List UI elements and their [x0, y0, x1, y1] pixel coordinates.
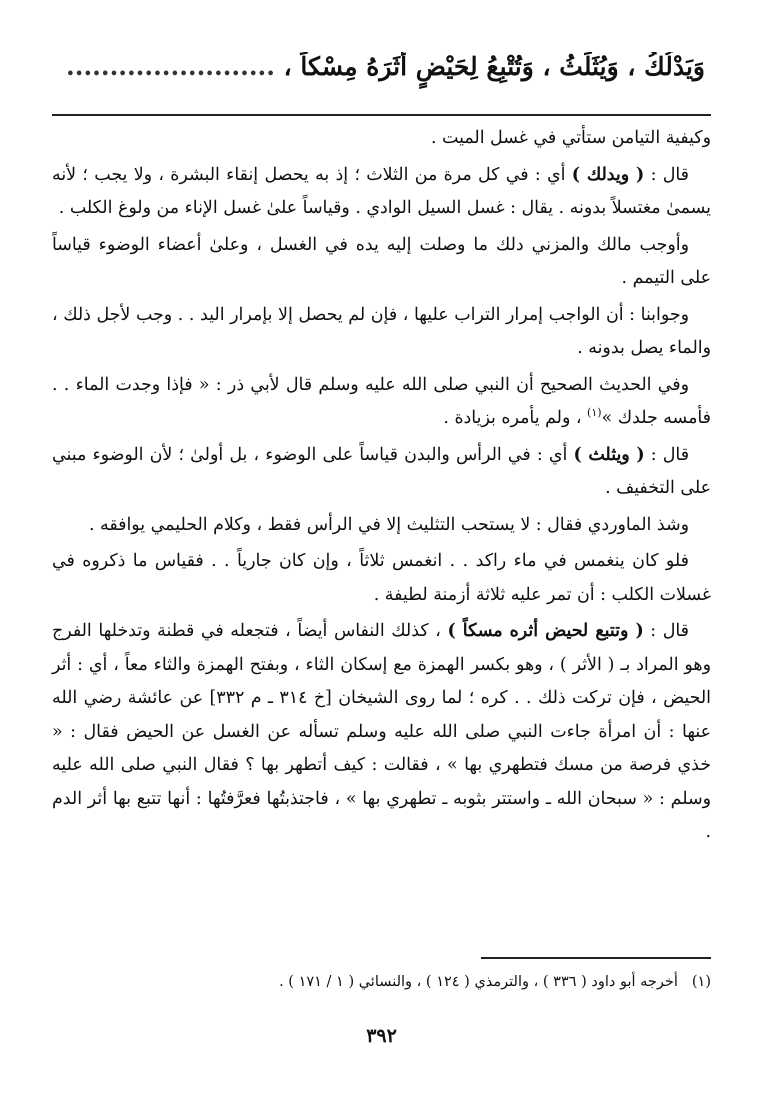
paragraph-text: أي : في كل مرة من الثلاث ؛ إذ به يحصل إنقاء البشرة ، ولا يجب ؛ لأنه يسمىٰ مغتسلاً بدونه . يقال : غسل السيل الوادي . وقياساً علىٰ غسل الإناء من ولوغ الكلب .: [52, 164, 711, 218]
paragraph: [52, 159, 711, 226]
header-rule: [52, 114, 711, 116]
paragraph: [52, 369, 711, 436]
paragraph-text: ، كذلك النفاس أيضاً ، فتجعله في قطنة وتدخلها الفرج وهو المراد بـ ( الأثر ) ، وهو بكسر الهمزة مع إسكان الثاء ، وبفتح الهمزة والثاء معاً ، أي : أثر الحيض ، فإن تركت ذلك . . كره ؛ لما روى الشيخان [خ ٣١٤ ـ م ٣٣٢] عن عائشة رضي الله عنها : أن امرأة جاءت النبي صلى الله عليه وسلم تسأله عن الغسل عن الحيض فقال : « خذي فرصة من مسك فتطهري بها » ، فقالت : كيف أتطهر بها ؟ فقال النبي صلى الله عليه وسلم : « سبحان الله ـ واستتر بثوبه ـ تطهري بها » ، فاجتذبتُها فعرَّفتُها : أنها تتبع بها أثر الدم .: [52, 621, 711, 842]
paragraph: [52, 439, 711, 506]
footnote-ref: (١): [587, 406, 602, 420]
paragraph-prefix: قال :: [643, 621, 689, 641]
paragraph: [52, 122, 711, 156]
footnote-rule: [481, 957, 711, 959]
paragraph-text: وشذ الماوردي فقال : لا يستحب التثليث إلا في الرأس فقط ، وكلام الحليمي يوافقه .: [88, 514, 689, 535]
footnote: [52, 970, 711, 994]
paragraph: [52, 229, 711, 296]
paragraph-prefix: قال :: [644, 444, 690, 465]
paragraph-text: وجوابنا : أن الواجب إمرار التراب عليها ، فإن لم يحصل إلا بإمرار اليد . . وجب لأجل ذلك ، والماء يصل بدونه .: [52, 304, 711, 358]
paragraph-text: ، ولم يأمره بزيادة .: [443, 408, 588, 428]
header-title: وَيَدْلُكُ ، وَيُثَلِّثُ ، وَتُتْبِعُ لِحَيْضٍ أَثَرَهُ مِسْكاً ،: [283, 52, 705, 81]
paragraph: [52, 299, 711, 366]
paragraph-text: فلو كان ينغمس في ماء راكد . . انغمس ثلاثاً ، وإن كان جارياً . . فقياس ما ذكروه في غسلات الكلب : أن تمر عليه ثلاثة أزمنة لطيفة .: [52, 551, 711, 605]
main-text: [52, 122, 711, 853]
matn-quote: ( ويدلك ): [571, 164, 645, 185]
matn-quote: ( ويثلث ): [573, 444, 645, 465]
matn-quote: ( وتتبع لحيض أثره مسكاً ): [447, 621, 644, 641]
paragraph: [52, 545, 711, 612]
paragraph-text: وكيفية التيامن ستأتي في غسل الميت .: [430, 128, 711, 148]
paragraph-text: وفي الحديث الصحيح أن النبي صلى الله عليه وسلم قال لأبي ذر : « فإذا وجدت الماء . . فأمسه جلدك »: [52, 374, 711, 428]
running-header: [52, 52, 705, 102]
footnote-text: أخرجه أبو داود ( ٣٣٦ ) ، والترمذي ( ١٢٤ ) ، والنسائي ( ١ / ١٧١ ) .: [279, 974, 678, 990]
header-leader-dots: ........................: [66, 52, 275, 81]
page-number: ٣٩٢: [366, 1025, 397, 1047]
paragraph: [52, 615, 711, 850]
footnote-number: (١): [691, 974, 711, 990]
paragraph: [52, 509, 711, 543]
paragraph-prefix: قال :: [644, 164, 689, 185]
paragraph-text: أي : في الرأس والبدن قياساً على الوضوء ، بل أولىٰ ؛ لأن الوضوء مبني على التخفيف .: [52, 444, 711, 498]
paragraph-text: وأوجب مالك والمزني دلك ما وصلت إليه يده في الغسل ، وعلىٰ أعضاء الوضوء قياساً على التيمم .: [52, 234, 711, 288]
